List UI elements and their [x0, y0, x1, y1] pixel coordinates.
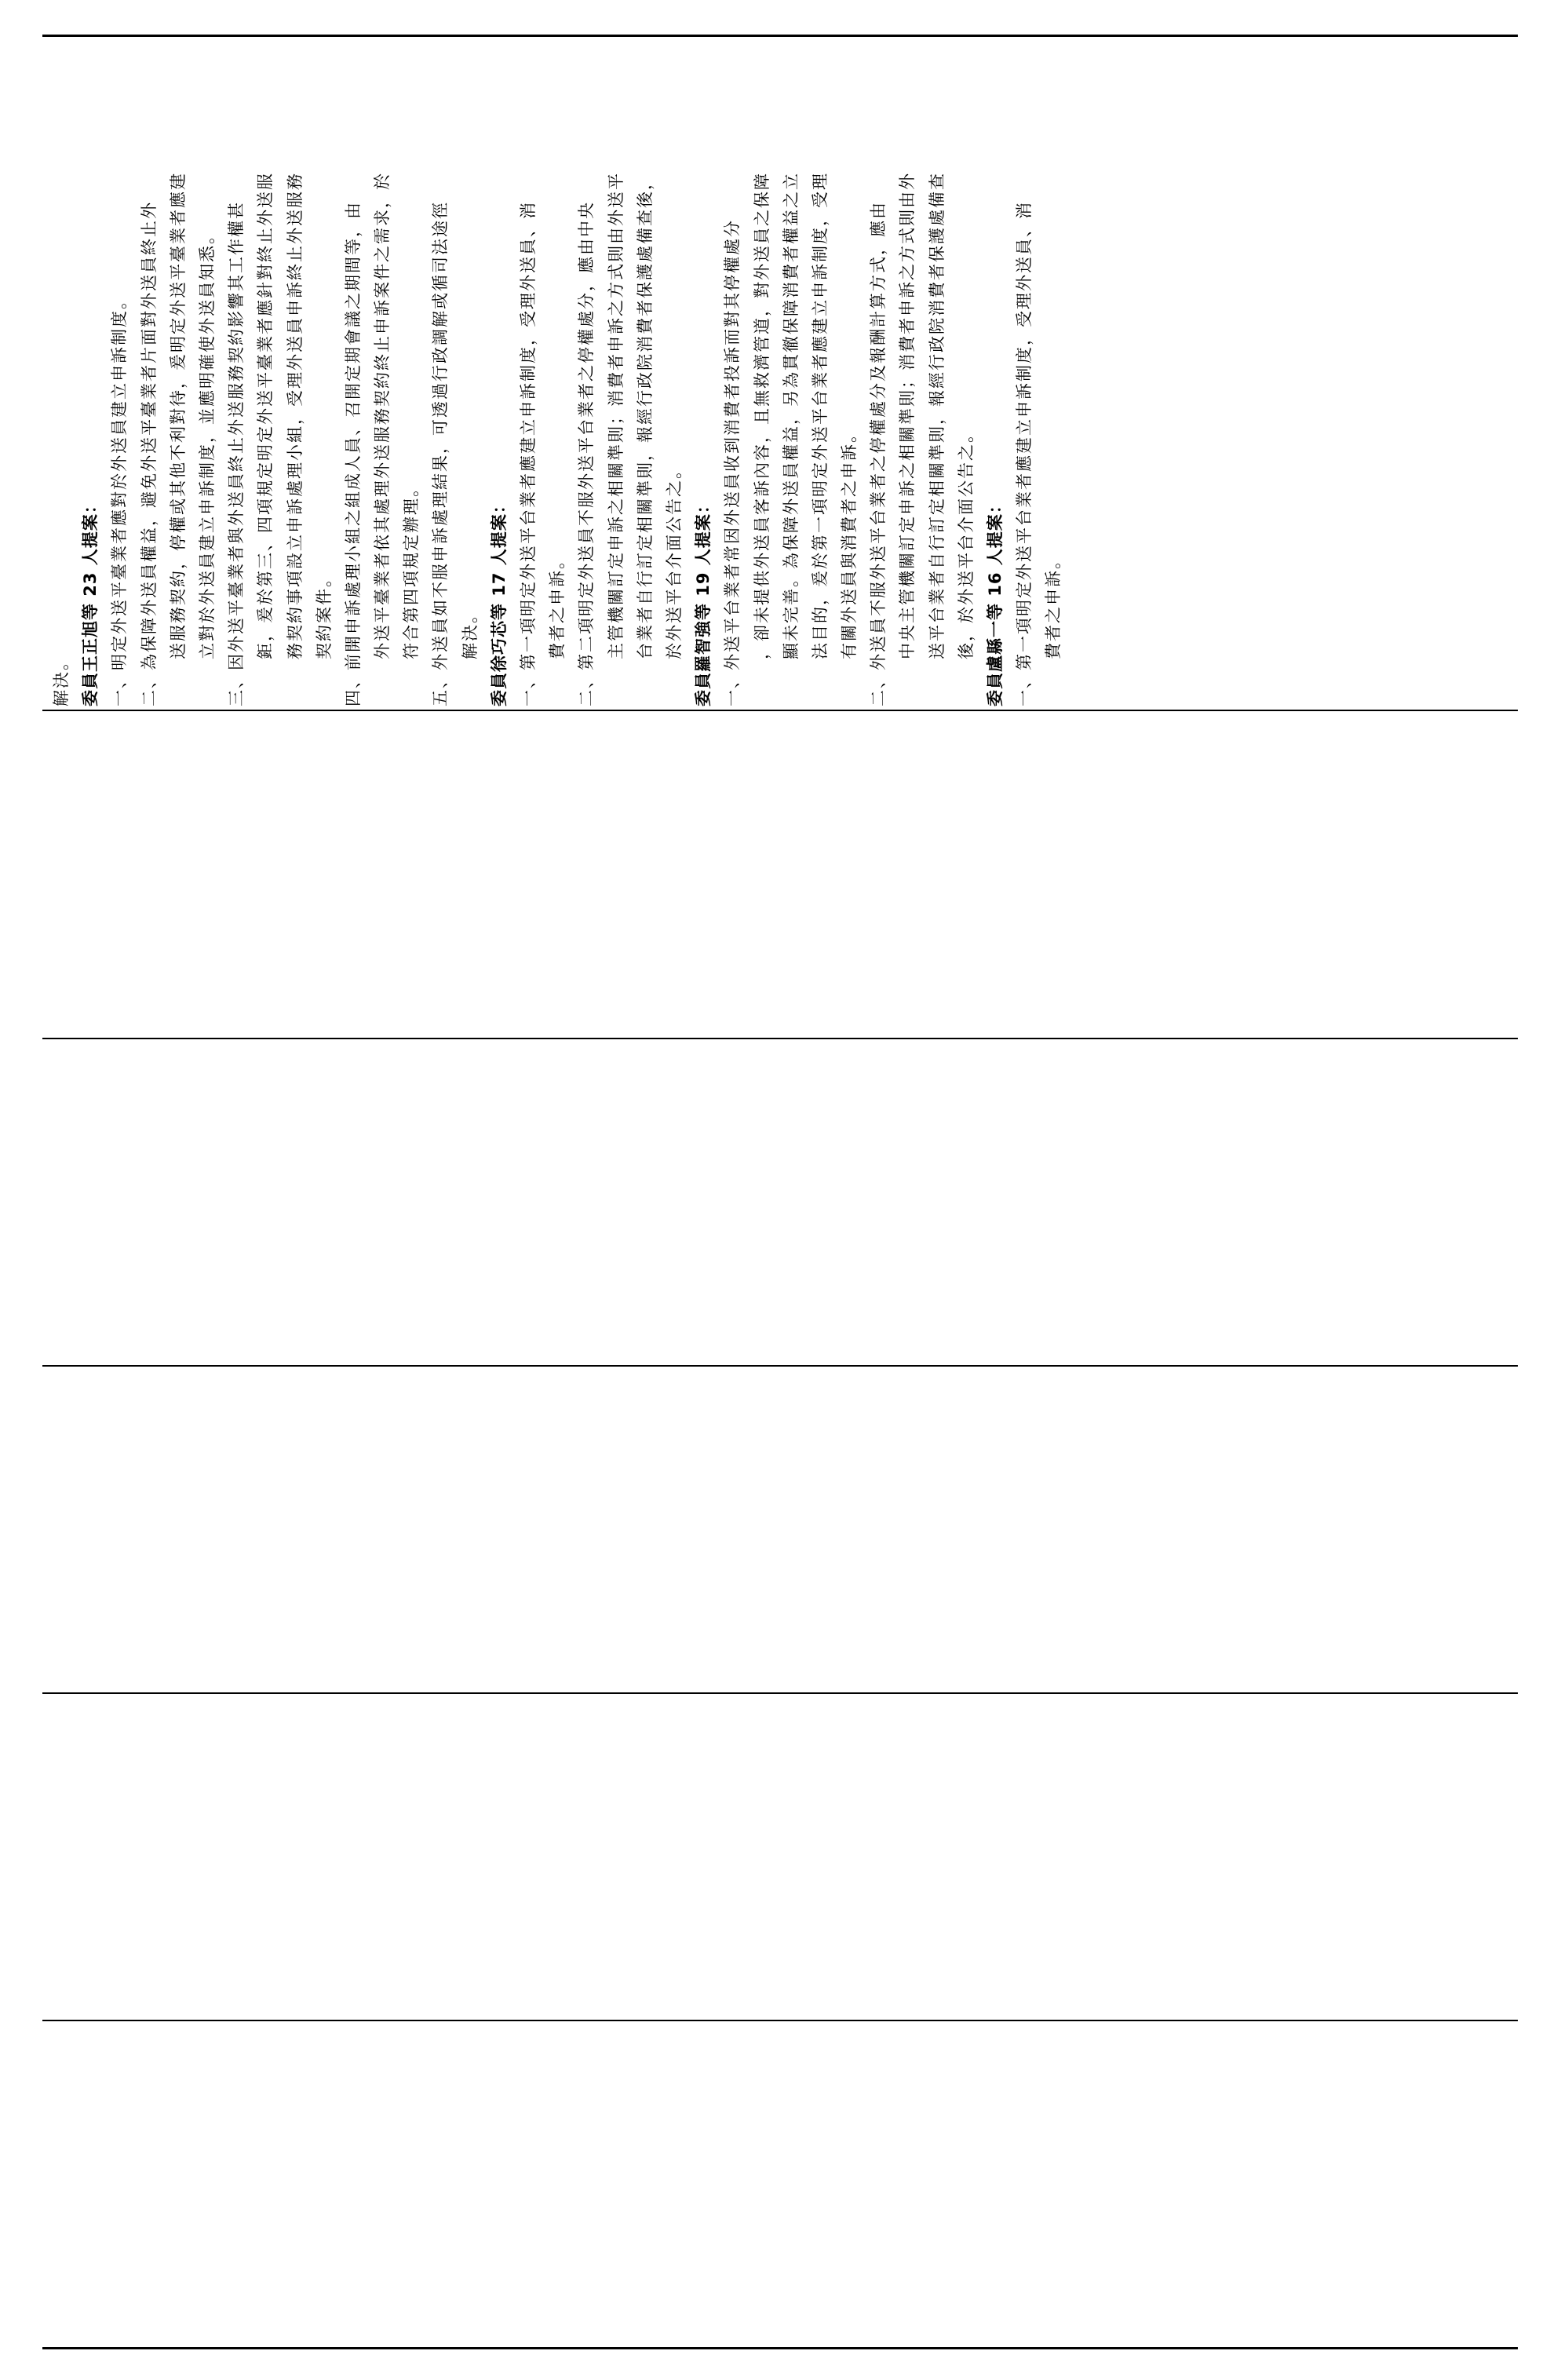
text-line: 外送平臺業者依其處理外送服務契約終止申訴案件之需求，於	[373, 172, 392, 659]
text-line: 後，於外送平台介面公告之。	[956, 425, 976, 659]
proposal-heading: 委員王正旭等 23 人提案：	[81, 496, 100, 706]
text-line: 法目的，爰於第一項明定外送平台業者應建立申訴制度，受理	[810, 172, 830, 659]
text-line: 鉅，爰於第三、四項規定明定外送平臺業者應針對終止外送服	[256, 172, 275, 659]
text-line: 解決。	[52, 652, 71, 706]
table-row-divider	[42, 1692, 1518, 1694]
text-line: 二、第二項明定外送員不服外送平台業者之停權處分，應由中央	[577, 201, 596, 706]
table-row-divider	[42, 1365, 1518, 1367]
text-line: 顯未完善。為保障外送員權益，另為貫徹保障消費者權益之立	[781, 172, 801, 659]
text-line: 一、外送平台業者常因外送員收到消費者投訴而對其停權處分	[723, 219, 742, 706]
table-row-divider	[42, 710, 1518, 711]
explanation-cell	[47, 38, 1063, 706]
text-line: 主管機關訂定申訴之相關準則；消費者申訴之方式則由外送平	[606, 172, 625, 659]
text-line: 費者之申訴。	[548, 551, 567, 659]
text-line: 三、因外送平臺業者與外送員終止外送服務契約影響其工作權甚	[227, 201, 246, 706]
text-line: 務契約事項設立申訴處理小組，受理外送員申訴終止外送服務	[285, 172, 305, 659]
text-line: 送平台業者自行訂定相關準則，報經行政院消費者保護處備查	[927, 172, 946, 659]
text-line: 於外送平台介面公告之。	[664, 461, 684, 659]
text-line: 一、第一項明定外送平台業者應建立申訴制度，受理外送員、消	[1015, 201, 1034, 706]
text-line: 立對於外送員建立申訴制度，並應明確使外送員知悉。	[197, 226, 217, 659]
text-line: 送服務契約，停權或其他不利對待，爰明定外送平臺業者應建	[168, 172, 188, 659]
table-row-divider	[42, 2020, 1518, 2021]
text-line: ，卻未提供外送員客訴內容，且無救濟管道，對外送員之保障	[752, 172, 771, 659]
text-line: 費者之申訴。	[1044, 551, 1063, 659]
explanation-text	[47, 0, 1069, 706]
text-line: 一、明定外送平臺業者應對於外送員建立申訴制度。	[110, 291, 129, 706]
text-line: 二、為保障外送員權益，避免外送平臺業者片面對外送員終止外	[139, 201, 159, 706]
table-row-divider	[42, 1038, 1518, 1039]
text-line: 台業者自行訂定相關準則，報經行政院消費者保護處備查後，	[635, 172, 655, 659]
proposal-heading: 委員羅智強等 19 人提案：	[694, 496, 713, 706]
text-line: 契約案件。	[314, 569, 334, 659]
table-bottom-border	[42, 2347, 1518, 2349]
text-line: 一、第一項明定外送平台業者應建立申訴制度，受理外送員、消	[519, 201, 538, 706]
text-line: 有關外送員與消費者之申訴。	[840, 425, 859, 659]
text-line: 解決。	[460, 605, 480, 659]
proposal-heading: 委員徐巧芯等 17 人提案：	[489, 496, 509, 706]
text-line: 符合第四項規定辦理。	[402, 479, 421, 659]
text-line: 五、外送員如不服申訴處理結果，可透過行政調解或循司法途徑	[431, 201, 450, 706]
text-line: 二、外送員不服外送平台業者之停權處分及報酬計算方式，應由	[869, 201, 888, 706]
text-line: 四、前開申訴處理小組之組成人員、召開定期會議之期間等，由	[343, 201, 363, 706]
proposal-heading: 委員盧縣一等 16 人提案：	[986, 496, 1005, 706]
text-line: 中央主管機關訂定申訴之相關準則；消費者申訴之方式則由外	[898, 172, 917, 659]
